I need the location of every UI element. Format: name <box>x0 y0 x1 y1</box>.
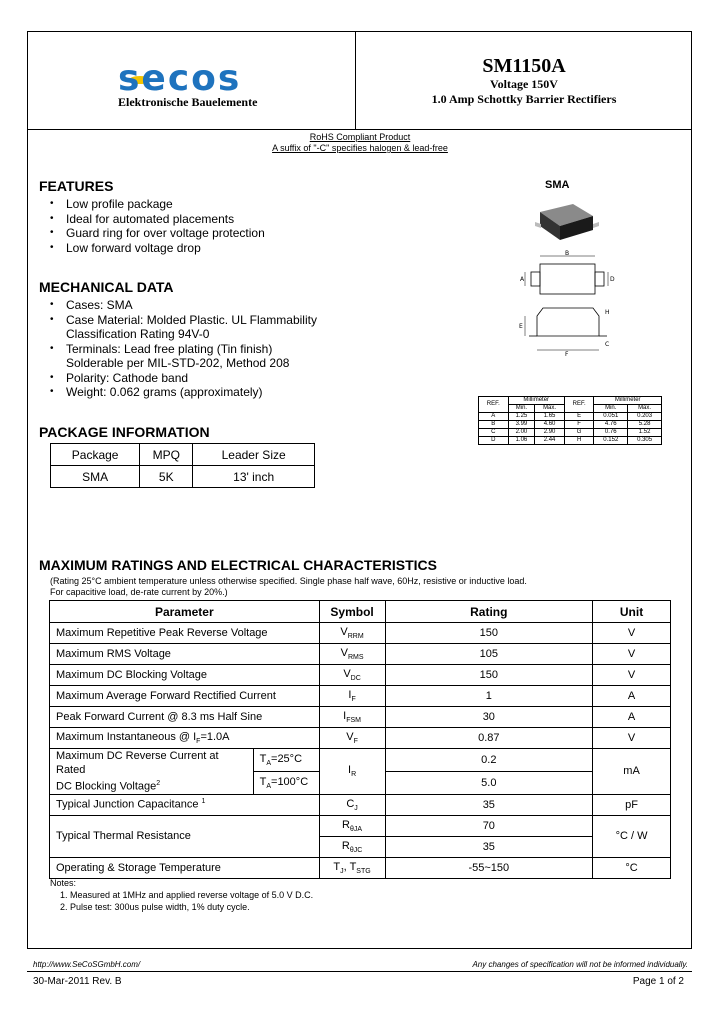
svg-text:D: D <box>610 276 615 283</box>
list-item: • Weight: 0.062 grams (approximately) <box>44 385 317 400</box>
list-item: • Low profile package <box>44 197 265 212</box>
notes <box>50 877 313 913</box>
halogen-notice: A suffix of "-C" specifies halogen & lead-free <box>272 143 448 153</box>
ratings-note: For capacitive load, de-rate current by 20%.) <box>50 587 228 597</box>
table-header: REF. <box>479 397 509 413</box>
list-item: • Ideal for automated placements <box>44 212 265 227</box>
mechanical-list <box>44 298 317 400</box>
table-cell: 5K <box>140 466 193 488</box>
secos-logo <box>118 60 278 100</box>
footer-url[interactable]: http://www.SeCoSGmbH.com/ <box>33 960 141 969</box>
title-block <box>356 55 692 107</box>
list-item: • Polarity: Cathode band <box>44 371 317 386</box>
table-cell: SMA <box>51 466 140 488</box>
ratings-title: MAXIMUM RATINGS AND ELECTRICAL CHARACTERISTICS <box>39 557 437 573</box>
list-item: • Case Material: Molded Plastic. UL Flammability Classification Rating 94V-0 <box>44 313 317 342</box>
footer-divider <box>27 971 692 972</box>
table-row: Maximum DC Blocking Voltage $V_{DC}$ 150 V <box>50 665 671 686</box>
table-row: Maximum Average Forward Rectified Current $I_F$ 1 A <box>50 686 671 707</box>
table-row: $R_{\theta JC}$ 35 <box>50 836 671 857</box>
table-header: Millimeter <box>508 397 564 405</box>
svg-text:C: C <box>605 341 610 348</box>
mechanical-title: MECHANICAL DATA <box>39 279 174 295</box>
svg-text:A: A <box>520 276 525 283</box>
table-header: Symbol <box>319 601 385 623</box>
table-row: Peak Forward Current @ 8.3 ms Half Sine $I_{FSM}$ 30 A <box>50 707 671 728</box>
table-header: Min. <box>594 405 628 413</box>
sma-package-drawing <box>505 196 625 386</box>
voltage-label: Voltage 150V <box>490 77 558 91</box>
ratings-table <box>49 600 671 879</box>
table-row: C 2.00 2.90 G 0.76 1.52 <box>479 429 662 437</box>
table-cell: 13' inch <box>193 466 315 488</box>
svg-text:B: B <box>565 250 570 257</box>
table-row: Typical Thermal Resistance $R_{\theta JA}$ 70 °C / W <box>50 815 671 836</box>
table-header: Max. <box>628 405 662 413</box>
table-header: Rating <box>385 601 593 623</box>
table-row: A 1.25 1.65 E 0.051 0.203 <box>479 413 662 421</box>
list-item: • Low forward voltage drop <box>44 241 265 256</box>
svg-text:E: E <box>519 323 523 330</box>
logo-text: secos <box>118 60 242 99</box>
list-item: • Cases: SMA <box>44 298 317 313</box>
package-label: SMA <box>545 179 570 191</box>
table-row: B 3.99 4.60 F 4.76 5.28 <box>479 421 662 429</box>
table-header: Millimeter <box>594 397 662 405</box>
table-row: Maximum Repetitive Peak Reverse Voltage $V_{RRM}$ 150 V <box>50 623 671 644</box>
table-header: Max. <box>535 405 565 413</box>
table-header: Package <box>51 444 140 466</box>
part-number: SM1150A <box>482 55 566 77</box>
rohs-notice: RoHS Compliant Product <box>309 132 411 142</box>
svg-text:F: F <box>565 351 569 358</box>
table-row: D 1.06 2.44 H 0.152 0.305 <box>479 437 662 445</box>
table-row: Maximum Instantaneous @ $I_F=1.0A$ $V_F$ 0.87 V <box>50 728 671 749</box>
device-description: 1.0 Amp Schottky Barrier Rectifiers <box>431 92 617 106</box>
table-row: $T_A=100^\circ C$ 5.0 <box>50 771 671 794</box>
svg-text:H: H <box>605 309 610 316</box>
company-name: Elektronische Bauelemente <box>118 95 258 109</box>
features-title: FEATURES <box>39 178 114 194</box>
table-row: Maximum RMS Voltage $V_{RMS}$ 105 V <box>50 644 671 665</box>
package-table <box>50 443 315 488</box>
table-header: Leader Size <box>193 444 315 466</box>
list-item: • Terminals: Lead free plating (Tin finish) Solderable per MIL-STD-202, Method 208 <box>44 342 317 371</box>
list-item: • Guard ring for over voltage protection <box>44 226 265 241</box>
revision-date: 30-Mar-2011 Rev. B <box>33 976 122 987</box>
package-info-title: PACKAGE INFORMATION <box>39 424 210 440</box>
page-number: Page 1 of 2 <box>632 976 684 987</box>
note-item: 1. Measured at 1MHz and applied reverse voltage of 5.0 V D.C. <box>60 890 314 900</box>
table-header: Unit <box>593 601 671 623</box>
table-row: Typical Junction Capacitance $^1$ $C_J$ 35 pF <box>50 794 671 815</box>
header-divider <box>27 129 692 130</box>
table-header: Min. <box>508 405 535 413</box>
features-list <box>44 197 265 255</box>
table-row: Maximum DC Reverse Current at Rated DC Blocking Voltage$^2$ $T_A=25^\circ C$ $I_R$ 0.2 mA <box>50 749 671 772</box>
notes-title: Notes: <box>50 878 77 888</box>
footer-disclaimer: Any changes of specification will not be informed individually. <box>472 960 688 969</box>
table-header: Parameter <box>50 601 320 623</box>
dimension-table <box>478 396 662 445</box>
note-item: 2. Pulse test: 300us pulse width, 1% duty cycle. <box>60 902 250 912</box>
ratings-note: (Rating 25°C ambient temperature unless otherwise specified. Single phase half wave, 60Hz, resistive or inductive load. <box>50 576 527 586</box>
table-header: MPQ <box>140 444 193 466</box>
table-header: REF. <box>564 397 594 413</box>
table-row: Operating & Storage Temperature $T_J$, $T_{STG}$ -55~150 °C <box>50 857 671 878</box>
